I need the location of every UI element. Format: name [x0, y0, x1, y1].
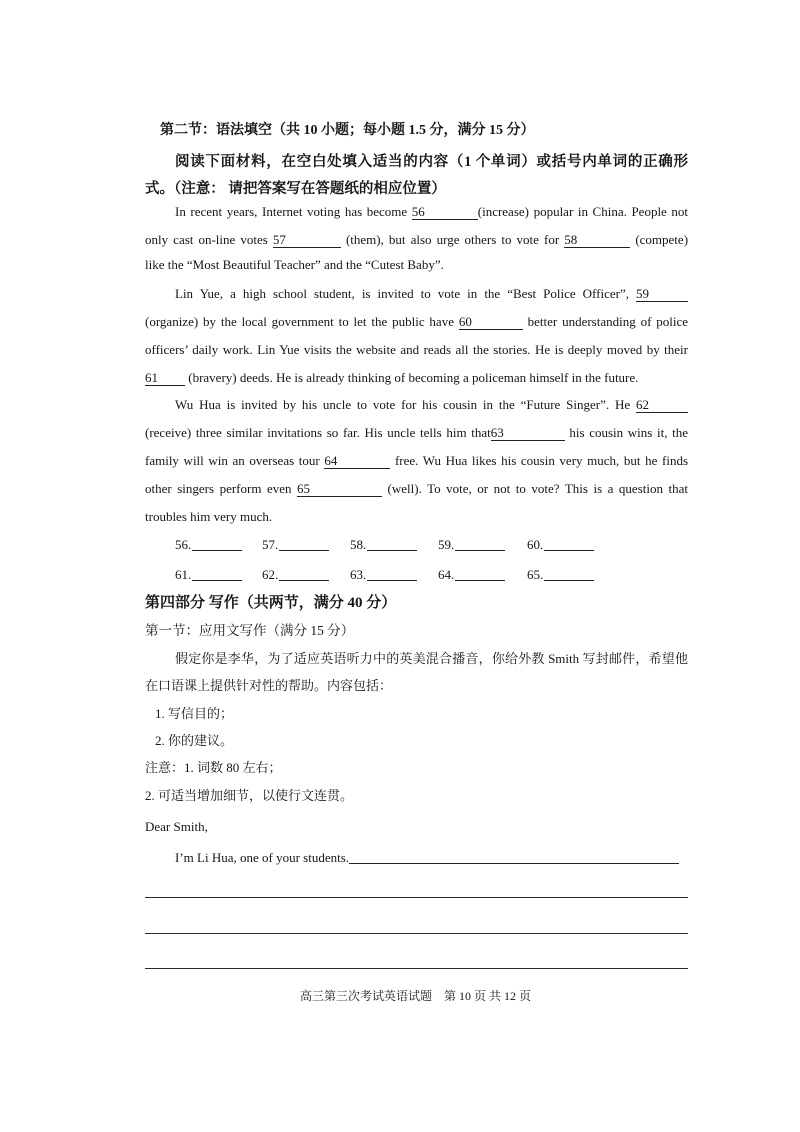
blank-61: 61 — [145, 371, 185, 386]
answer-line — [455, 568, 505, 581]
answer-cell — [350, 534, 417, 556]
note-line-1: 注意：1. 词数 80 左右； — [145, 760, 282, 775]
answer-cell — [262, 534, 329, 556]
passage-text: (increase) popular in China. People not — [477, 204, 689, 219]
page-footer — [300, 985, 531, 1007]
instruction-line-2: 式。（注意： 请把答案写在答题纸的相应位置） — [145, 181, 446, 197]
passage-text: family will win an overseas tour — [145, 453, 320, 468]
opening-line — [175, 847, 679, 869]
note-line-2: 2. 可适当增加细节，以使行文连贯。 — [145, 788, 354, 803]
prompt-line-1: 假定你是李华，为了适应英语听力中的英美混合播音，你给外教 Smith 写封邮件，希望他 — [175, 651, 688, 666]
blank-62: 62 — [636, 398, 688, 413]
blank-58: 58 — [564, 233, 630, 248]
answer-label: 61. — [175, 567, 192, 582]
passage-line — [145, 367, 638, 389]
passage-line — [145, 311, 688, 333]
footer-page-info: 第 10 页 共 12 页 — [444, 989, 532, 1003]
answer-label: 57. — [262, 537, 279, 552]
passage-text: free. Wu Hua likes his cousin very much, but he finds — [394, 453, 689, 468]
content-item: 1. 写信目的； — [155, 706, 234, 721]
answer-label: 65. — [527, 567, 544, 582]
part-title: 第四部分 写作（共两节，满分 40 分） — [145, 595, 397, 611]
passage-text: other singers perform even — [145, 481, 292, 496]
instruction-line-1: 阅读下面材料，在空白处填入适当的内容（1 个单词）或括号内单词的正确形 — [175, 154, 688, 170]
answer-cell — [527, 534, 594, 556]
answer-line — [192, 568, 242, 581]
blank-59: 59 — [636, 287, 688, 302]
blank-57: 57 — [273, 233, 341, 248]
passage-line — [145, 229, 688, 251]
passage-text: officers’ daily work. Lin Yue visits the website and reads all the stories. He is deeply moved by their — [145, 342, 688, 357]
passage-text: only cast on-line votes — [145, 232, 268, 247]
passage-line — [145, 422, 688, 444]
answer-cell — [175, 534, 242, 556]
blank-63: 63 — [491, 426, 565, 441]
answer-line — [279, 538, 329, 551]
prompt-line-2: 在口语课上提供针对性的帮助。内容包括： — [145, 678, 393, 693]
answer-line — [367, 538, 417, 551]
passage-line — [145, 450, 688, 472]
passage-line — [145, 339, 688, 361]
writing-rule — [349, 851, 679, 864]
passage-text: (them), but also urge others to vote for — [345, 232, 560, 247]
answer-cell — [350, 564, 417, 586]
passage-text: In recent years, Internet voting has become — [175, 204, 408, 219]
answer-line — [544, 538, 594, 551]
writing-rule — [145, 968, 688, 969]
blank-65: 65 — [297, 482, 382, 497]
blank-64: 64 — [324, 454, 390, 469]
blank-60: 60 — [459, 315, 523, 330]
passage-line — [145, 506, 272, 528]
blank-56: 56 — [412, 205, 478, 220]
passage-line — [175, 394, 688, 416]
answer-line — [367, 568, 417, 581]
answer-line — [455, 538, 505, 551]
passage-line — [145, 254, 444, 276]
answer-cell — [438, 564, 505, 586]
answer-cell — [175, 564, 242, 586]
answer-label: 64. — [438, 567, 455, 582]
answer-label: 56. — [175, 537, 192, 552]
answer-line — [279, 568, 329, 581]
answer-label: 58. — [350, 537, 367, 552]
passage-text: (receive) three similar invitations so far. His uncle tells him that — [145, 425, 491, 440]
answer-label: 62. — [262, 567, 279, 582]
content-item: 2. 你的建议。 — [155, 733, 234, 748]
passage-text: better understanding of police — [527, 314, 689, 329]
passage-text: Wu Hua is invited by his uncle to vote for his cousin in the “Future Singer”. He — [175, 397, 631, 412]
passage-text: Lin Yue, a high school student, is invited to vote in the “Best Police Officer”, — [175, 286, 629, 301]
answer-cell — [527, 564, 594, 586]
passage-text: his cousin wins it, the — [569, 425, 689, 440]
passage-text: like the “Most Beautiful Teacher” and the “Cutest Baby”. — [145, 257, 444, 272]
passage-line — [145, 478, 688, 500]
answer-cell — [262, 564, 329, 586]
answer-label: 63. — [350, 567, 367, 582]
passage-text: (bravery) deeds. He is already thinking of becoming a policeman himself in the future. — [188, 370, 639, 385]
writing-rule — [145, 897, 688, 898]
opening-text: I’m Li Hua, one of your students. — [175, 850, 350, 865]
passage-line — [175, 283, 688, 305]
salutation: Dear Smith, — [145, 819, 208, 834]
passage-text: troubles him very much. — [145, 509, 273, 524]
writing-rule — [145, 933, 688, 934]
answer-label: 59. — [438, 537, 455, 552]
passage-text: (well). To vote, or not to vote? This is a question that — [387, 481, 688, 496]
passage-text: (organize) by the local government to let the public have — [145, 314, 454, 329]
footer-exam-title: 高三第三次考试英语试题 — [300, 989, 433, 1003]
section-title: 第二节：语法填空（共 10 小题；每小题 1.5 分，满分 15 分） — [160, 123, 535, 138]
passage-text: (compete) — [635, 232, 689, 247]
answer-line — [544, 568, 594, 581]
answer-line — [192, 538, 242, 551]
answer-cell — [438, 534, 505, 556]
passage-line — [175, 201, 688, 223]
part-subtitle: 第一节：应用文写作（满分 15 分） — [145, 623, 355, 638]
answer-label: 60. — [527, 537, 544, 552]
